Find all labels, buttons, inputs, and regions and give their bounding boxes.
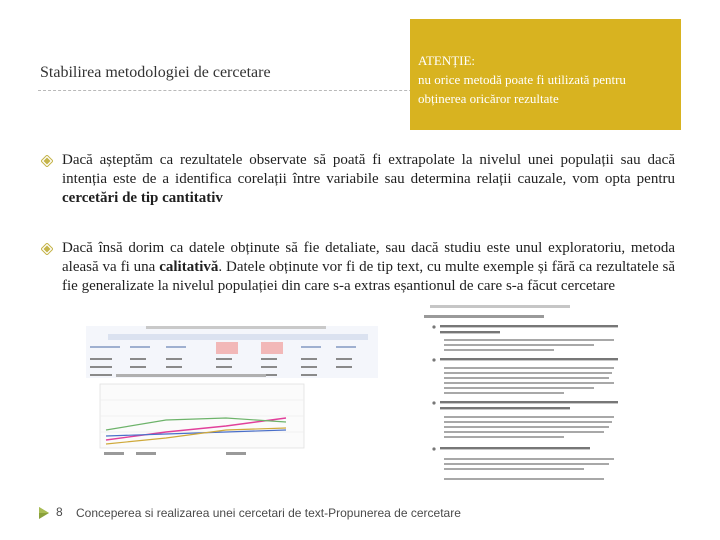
- diamond-bullet-icon: [41, 155, 53, 167]
- bullet-text: Dacă așteptăm ca rezultatele observate să poată fi extrapolate la nivelul unei populații sau dacă intenția este de a identifica corelații între variabile sau determina relații cauzale, vom opta pentru cercetări de tip cantitativ: [62, 152, 675, 206]
- slide-title: Stabilirea metodologiei de cercetare: [40, 64, 271, 81]
- bullet-text: Dacă însă dorim ca datele obținute să fie detaliate, sau dacă studiu este unul exploratoriu, metoda aleasă va fi una calitativă. Datele obținute vor fi de tip text, cu multe exemple și fără ca rezultatele să fie generalizate la nivelul populației din care s-a extras eșantionul de care s-a făcut cercetare: [62, 240, 675, 294]
- slide-number: 8: [56, 505, 63, 519]
- qualitative-text-thumbnail: [410, 303, 640, 487]
- triangle-bullet-icon: [38, 507, 50, 519]
- bullet-quantitative: [41, 151, 675, 208]
- callout-heading: ATENȚIE:: [418, 53, 476, 68]
- diamond-bullet-icon: [41, 243, 53, 255]
- bullet-emphasis: cercetări de tip cantitativ: [62, 190, 223, 206]
- footer-text: Conceperea si realizarea unei cercetari de text-Propunerea de cercetare: [76, 506, 461, 520]
- bullet-emphasis: calitativă: [159, 259, 219, 275]
- quantitative-chart-thumbnail: [86, 372, 308, 460]
- bullet-qualitative: [41, 239, 675, 296]
- attention-callout: [410, 19, 681, 130]
- quantitative-table-thumbnail: [86, 326, 378, 378]
- callout-body: nu orice metodă poate fi utilizată pentru obținerea oricăror rezultate: [418, 72, 626, 106]
